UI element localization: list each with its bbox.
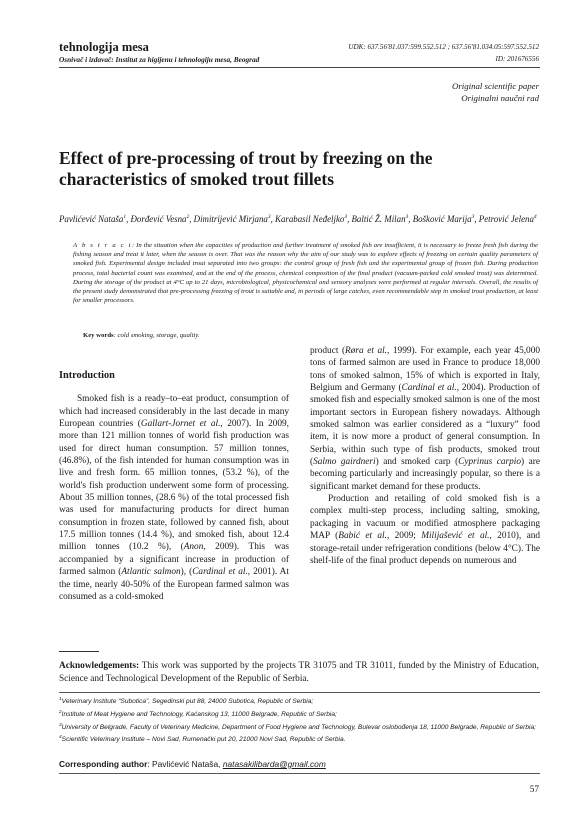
- bottom-divider: [59, 773, 540, 774]
- journal-publisher: Osnivač i izdavač: Institut za higijenu i tehnologiju mesa, Beograd: [59, 55, 260, 64]
- body-column-right: [310, 345, 540, 567]
- author: Karabasil Neđeljko$^3$: [275, 213, 348, 224]
- footnote-divider: [59, 692, 540, 693]
- footnote: $^4$Scientific Veterinary Institute – Novi Sad, Rumenački put 20, 21000 Novi Sad, Republic of Serbia.: [59, 735, 346, 744]
- corresponding-name: : Pavlićević Nataša,: [147, 759, 223, 769]
- affiliation-number: 3: [405, 214, 409, 220]
- paragraph: product (Røra et al., 1999). For example, each year 45,000 tons of farmed salmon are used in France to produce 18,000 tons of smoked salmon, 15% of which is exported in Italy, Belgium and Germany (Cardinal et al., 2004). Production of smoked fish and especially smoked salmon is one of the most important sectors in European fishery nowadays. Although smoked salmon was earlier considered as a “luxury” food item, it is now more a product of general consumption. In Serbia, within such type of fish products, smoked trout (Salmo gairdneri) and smoked carp (Cyprinus carpio) are becoming particularly and increasingly popular, so there is a significant market demand for these products.: [310, 346, 540, 492]
- affiliation-number: 2: [186, 214, 190, 220]
- affiliation-footnotes: [59, 696, 539, 747]
- citation: Cardinal et al.: [192, 567, 248, 578]
- header-divider: [59, 67, 540, 68]
- abstract: [73, 241, 538, 305]
- species-name: Atlantic salmon: [121, 567, 181, 578]
- author: Petrović Jelena$^4$: [478, 213, 537, 224]
- citation: Cardinal et al.: [401, 383, 457, 394]
- paper-title: Effect of pre-processing of trout by freezing on the characteristics of smoked trout fillets: [59, 148, 433, 189]
- affiliation-number: 1: [123, 214, 127, 220]
- footnote: $^2$Institute of Meat Hygiene and Technology, Kaćanskog 13, 11000 Belgrade, Republic of Serbia;: [59, 709, 337, 718]
- section-heading-introduction: Introduction: [59, 370, 115, 381]
- keywords: [83, 332, 533, 339]
- footnote: $^3$University of Belgrade, Faculty of Veterinary Medicine, Department of Food Hygiene and Technology, Bulevar oslobođenja 18, 11000 Belgrade, Republic of Serbia;: [59, 722, 536, 731]
- citation: Milijašević et al.: [421, 531, 490, 542]
- author: Dimitrijević Mirjana$^3$: [193, 213, 271, 224]
- acknowledgements-text: This work was supported by the projects TR 31075 and TR 31011, funded by the Ministry of Education, Science and Technological Development of the Republic of Serbia.: [59, 661, 539, 684]
- corresponding-email-link[interactable]: natasakilibarda@gmail.com: [222, 759, 326, 769]
- paper-type-sr: Originalni naučni rad: [461, 93, 539, 103]
- paper-type-en: Original scientific paper: [452, 81, 539, 91]
- acknowledgements: [59, 660, 539, 685]
- species-name: Salmo gairdneri: [313, 457, 376, 468]
- footnote: $^1$Veterinary Institute “Subotica”, Segedinski put 88, 24000 Subotica, Republic of Serbia;: [59, 697, 314, 706]
- citation: Røra et al.: [345, 346, 388, 356]
- citation: Gallart-Jornet et al.: [140, 419, 221, 430]
- affiliation-number: 3: [471, 214, 475, 220]
- paragraph: Production and retailing of cold smoked fish is a complex multi-step process, including salting, smoking, packaging in vacuum or modified atmosphere packaging MAP (Babić et al., 2009; Milijašević et al., 2010), and storage-retail under refrigeration conditions (below 4°C). The shelf-life of the final product depends on numerous and: [310, 494, 541, 566]
- journal-title: tehnologija mesa: [59, 40, 149, 54]
- author: Baltić Ž. Milan$^3$: [351, 213, 409, 224]
- author: Pavlićević Nataša$^1$: [59, 213, 127, 224]
- species-name: Cyprinus carpio: [458, 457, 522, 468]
- corresponding-author: [59, 759, 539, 769]
- page-number: 57: [529, 785, 539, 795]
- keywords-text: : cold smoking, storage, quality.: [113, 332, 200, 339]
- document-id: ID: 201676556: [495, 55, 539, 63]
- acknowledgement-divider: [59, 651, 99, 652]
- affiliation-number: 3: [267, 214, 271, 220]
- citation: Babić et al.: [338, 531, 387, 542]
- author: Bošković Marija$^3$: [412, 213, 475, 224]
- affiliation-number: 3: [344, 214, 348, 220]
- abstract-label: A b s t r a c t: [73, 242, 132, 249]
- keywords-label: Key words: [83, 332, 114, 339]
- body-column-left: [59, 370, 289, 603]
- corresponding-label: Corresponding author: [59, 759, 148, 769]
- udk-code: UDK: 637.56'81.037:599.552.512 ; 637.56'81.034.05:597.552.512: [348, 43, 539, 51]
- author-list: Pavlićević Nataša$^1$, Đorđević Vesna$^2$, Dimitrijević Mirjana$^3$, Karabasil Neđeljko$^3$, Baltić Ž. Milan$^3$, Bošković Marija$^3$, Petrović Jelena$^4$: [59, 213, 537, 224]
- citation: Anon: [183, 542, 204, 553]
- acknowledgements-label: Acknowledgements:: [59, 661, 140, 671]
- paragraph: Smoked fish is a ready–to–eat product, consumption of which had increased considerably in the last decade in many European countries (Gallart-Jornet et al., 2007). In 2009, more than 121 million tonnes of world fish production was used for direct human consumption. 57 million tonnes, (46.8%), of the fish intended for human consumption was in live and fresh form. 65 million tonnes, (53.2 %), of the world's fish production underwent some form of processing. About 35 million tonnes, (28.6 %) of the total processed fish was used for manufacturing products for direct human consumption in frozen state, followed by canned fish, about 17.5 million tonnes (14.4 %), and smoked fish, about 12.4 million tonnes (10.2 %), (Anon, 2009). This was accompanied by a significant increase in production of farmed salmon (Atlantic salmon), (Cardinal et al., 2001). At the time, nearly 40-50% of the European farmed salmon was consumed as a cold-smoked: [59, 394, 289, 602]
- affiliation-number: 4: [533, 214, 537, 220]
- abstract-text: : In the situation when the capacities of production and further treatment of smoked fish are insufficient, it is necessary to freeze fresh fish during the fishing season and treat it later, when the season is over. That was the reason why the aim of our study was to explore effects of freezing on certain quality parameters of smoked fish. Experimental design included trout separated into two groups: the control group of fresh fish and the experimental group of frozen fish. During production process, total bacterial count was examined, and at the end of the process, chemical composition of the final product (vacuum-packed cold smoked trout) was determined. During the storage of the product at 4°C up to 21 days, microbiological, physicochemical and sensory analyses were performed at regular intervals. Overall, the results of the present study demonstrated that pre-processing freezing of trout is suitable and, in periods of large catches, even recommendable step in smoked trout production, at least for smaller processors.: [73, 242, 538, 305]
- author: Đorđević Vesna$^2$: [130, 213, 190, 224]
